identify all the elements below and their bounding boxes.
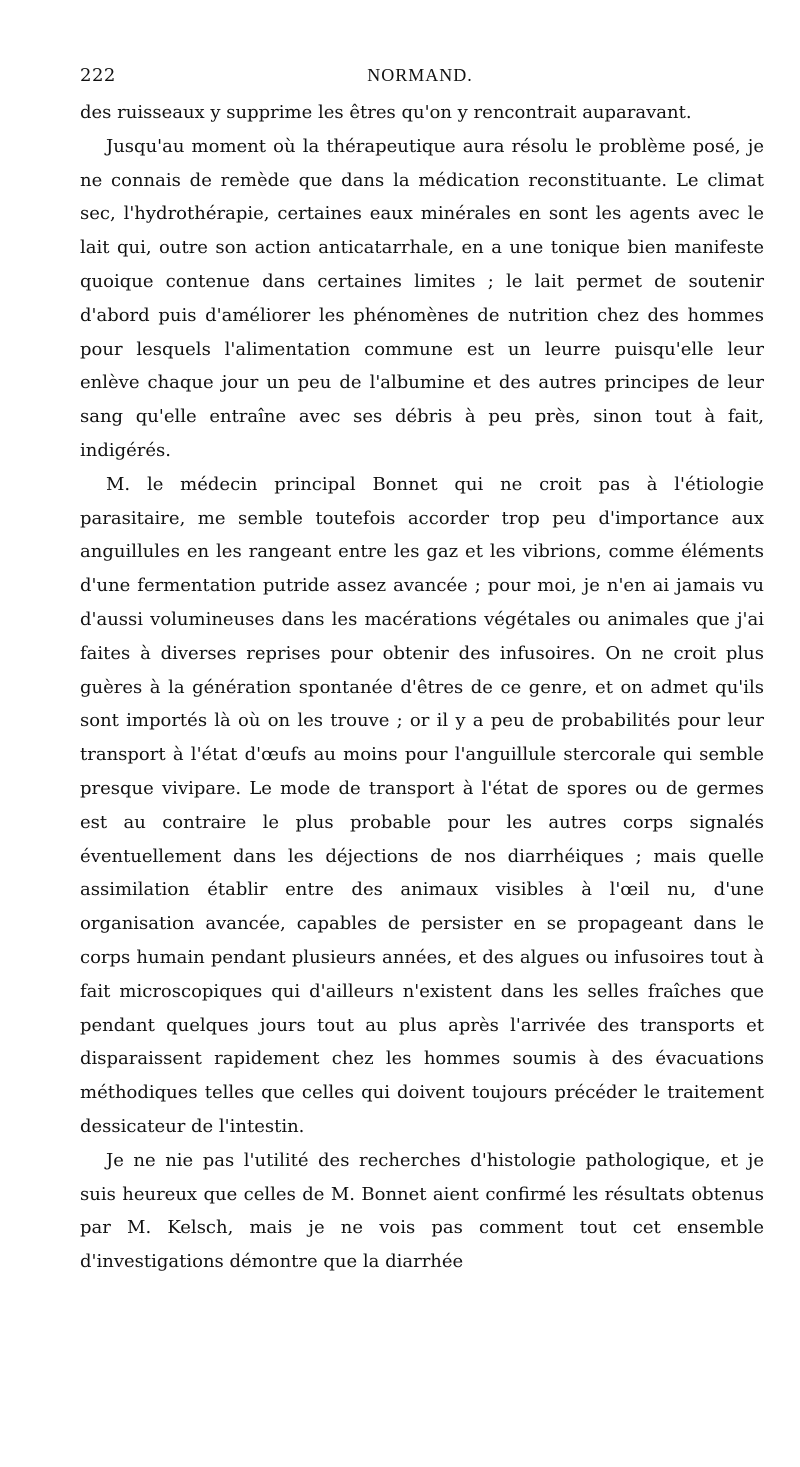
body-text [80, 96, 764, 1279]
running-title: NORMAND. [367, 64, 473, 85]
paragraph-therapeutics: Jusqu'au moment où la thérapeutique aura résolu le problème posé, je ne connais de remède que dans la médication reconstituante. Le climat sec, l'hydrothérapie, certaines eaux minérales en sont les agents avec le lait qui, outre son action anticatarrhale, en a une tonique bien manifeste quoique contenue dans certaines limites ; le lait permet de soutenir d'abord puis d'améliorer les phénomènes de nutrition chez des hommes pour lesquels l'alimentation commune est un leurre puisqu'elle leur enlève chaque jour un peu de l'albumine et des autres principes de leur sang qu'elle entraîne avec ses débris à peu près, sinon tout à fait, indigérés. [80, 135, 764, 461]
paragraph-histology: Je ne nie pas l'utilité des recherches d'histologie pathologique, et je suis heureux que celles de M. Bonnet aient confirmé les résultats obtenus par M. Kelsch, mais je ne vois pas comment tout cet ensemble d'investigations démontre que la diarrhée [80, 1149, 764, 1273]
running-head [80, 60, 760, 90]
page-number: 222 [80, 64, 116, 86]
paragraph-bonnet-etiology: M. le médecin principal Bonnet qui ne croit pas à l'étiologie parasitaire, me semble toutefois accorder trop peu d'importance aux anguillules en les rangeant entre les gaz et les vibrions, comme éléments d'une fermentation putride assez avancée ; pour moi, je n'en ai jamais vu d'aussi volumineuses dans les macérations végétales ou animales que j'ai faites à diverses reprises pour obtenir des infusoires. On ne croit plus guères à la génération spontanée d'êtres de ce genre, et on admet qu'ils sont importés là où on les trouve ; or il y a peu de probabilités pour leur transport à l'état d'œufs au moins pour l'anguillule stercorale qui semble presque vivipare. Le mode de transport à l'état de spores ou de germes est au contraire le plus probable pour les autres corps signalés éventuellement dans les déjections de nos diarrhéiques ; mais quelle assimilation établir entre des animaux visibles à l'œil nu, d'une organisation avancée, capables de persister en se propageant dans le corps humain pendant plusieurs années, et des algues ou infusoires tout à fait microscopiques qui d'ailleurs n'existent dans les selles fraîches que pendant quelques jours tout au plus après l'arrivée des transports et disparaissent rapidement chez les hommes soumis à des évacuations méthodiques telles que celles qui doivent toujours précéder le traitement dessicateur de l'intestin. [80, 473, 764, 1137]
paragraph-continuation: des ruisseaux y supprime les êtres qu'on y rencontrait auparavant. [80, 102, 692, 123]
